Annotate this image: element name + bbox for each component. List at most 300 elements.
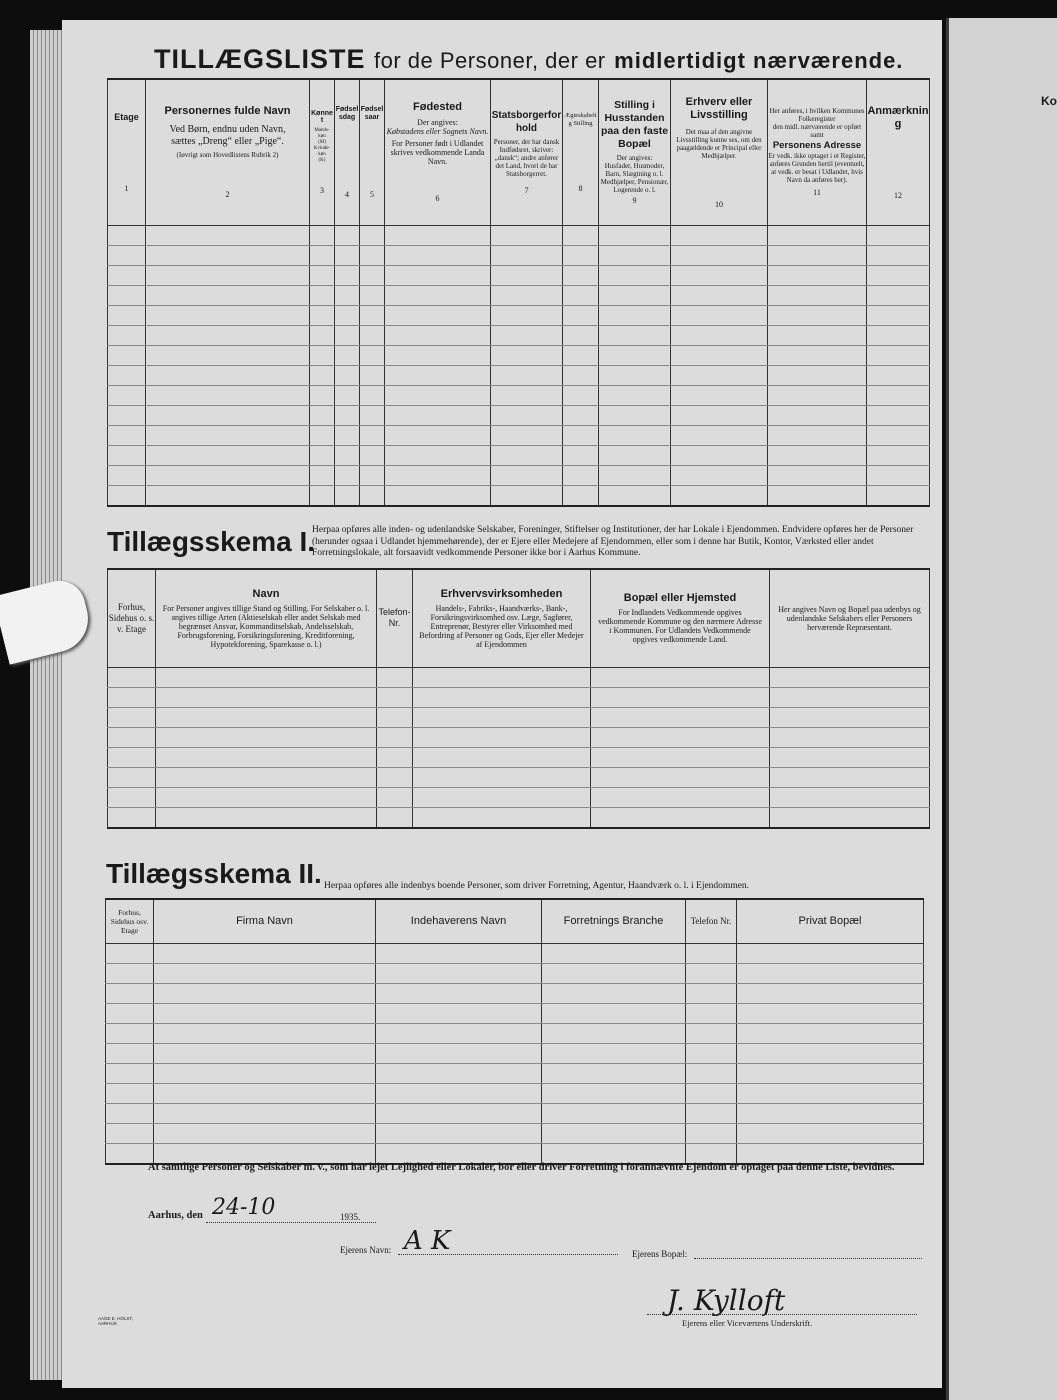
header-text: For Personer født i Udlandet skrives vedkommende Landa Navn. xyxy=(390,139,485,167)
table-cell xyxy=(335,285,360,305)
schema2-title: Tillægsskema II. xyxy=(106,858,322,889)
table-cell xyxy=(599,445,671,465)
table-cell xyxy=(770,707,930,727)
s1-col-bopael xyxy=(591,569,770,667)
table-cell xyxy=(671,285,768,305)
table-cell xyxy=(310,245,335,265)
table-cell xyxy=(385,465,491,485)
table-cell xyxy=(154,1003,376,1023)
table-cell xyxy=(491,365,563,385)
table-cell xyxy=(686,943,737,963)
table-cell xyxy=(106,943,154,963)
table-cell xyxy=(413,727,591,747)
table-cell xyxy=(310,405,335,425)
header-text: Personer, der har dansk Indfødsret, skriver: „dansk“; andre anfører det Land, hvori de har Statsborgerret. xyxy=(493,138,560,179)
header-text: Fødested xyxy=(413,101,462,114)
owner-name-label: Ejerens Navn: xyxy=(340,1245,392,1255)
header-text: 8 xyxy=(578,183,583,193)
table-cell xyxy=(385,225,491,245)
table-cell xyxy=(108,787,156,807)
table-cell xyxy=(310,285,335,305)
table-cell xyxy=(671,265,768,285)
table-cell xyxy=(686,1143,737,1164)
table-cell xyxy=(146,245,310,265)
table-cell xyxy=(108,285,146,305)
table-cell xyxy=(146,305,310,325)
table-cell xyxy=(310,325,335,345)
table-cell xyxy=(377,687,413,707)
header-text: den midl. nærværende er opført samt xyxy=(772,123,862,140)
table-cell xyxy=(376,1003,542,1023)
header-text: 11 xyxy=(813,188,821,198)
table-cell xyxy=(360,265,385,285)
table-cell xyxy=(768,265,867,285)
title-part2: midlertidigt nærværende. xyxy=(614,48,904,73)
table-cell xyxy=(686,1083,737,1103)
table-row xyxy=(106,1143,924,1164)
table-cell xyxy=(491,425,563,445)
table-cell xyxy=(413,767,591,787)
header-text: køn xyxy=(318,151,326,157)
table-cell xyxy=(310,445,335,465)
header-text: 2 xyxy=(225,190,230,200)
header-text: Erhvervsvirksomheden xyxy=(440,587,563,600)
table-cell xyxy=(108,747,156,767)
table-cell xyxy=(335,305,360,325)
table-cell xyxy=(563,425,599,445)
table-cell xyxy=(385,405,491,425)
header-text: Kønnet xyxy=(311,109,333,124)
table-cell xyxy=(563,345,599,365)
header-text: Er vedk. ikke optaget i et Register, anføres Grunden hertil (eventuelt, at vedk. er besat i Udlandet, hvis Navn da anføres her). xyxy=(768,152,866,185)
table-cell xyxy=(867,345,930,365)
table-cell xyxy=(599,385,671,405)
table-cell xyxy=(377,787,413,807)
table-cell xyxy=(768,405,867,425)
table-cell xyxy=(146,265,310,285)
table-cell xyxy=(599,265,671,285)
table-cell xyxy=(146,225,310,245)
header-text: Der angives: xyxy=(417,118,458,128)
header-text: Telefon-Nr. xyxy=(378,607,411,629)
table-cell xyxy=(310,225,335,245)
header-text: 6 xyxy=(435,194,440,204)
table-cell xyxy=(108,325,146,345)
s1-col-navn xyxy=(156,569,377,667)
footer-place: Aarhus, den xyxy=(148,1210,203,1221)
table-cell xyxy=(563,485,599,506)
table-cell xyxy=(106,1063,154,1083)
table-cell xyxy=(376,1123,542,1143)
col-etage xyxy=(108,79,146,225)
header-text: 10 xyxy=(715,199,723,209)
col-navn xyxy=(146,79,310,225)
schema1-table xyxy=(107,568,930,829)
table-row xyxy=(108,485,930,506)
table-cell xyxy=(360,425,385,445)
table-cell xyxy=(686,1103,737,1123)
table-cell xyxy=(686,983,737,1003)
schema1-body xyxy=(108,667,930,828)
table-cell xyxy=(376,1063,542,1083)
table-cell xyxy=(108,707,156,727)
table-cell xyxy=(867,305,930,325)
table-row xyxy=(106,963,924,983)
table-cell xyxy=(108,687,156,707)
table-cell xyxy=(563,285,599,305)
header-text: Erhverv eller Livsstilling xyxy=(685,95,753,121)
table-cell xyxy=(671,305,768,325)
table-cell xyxy=(671,485,768,506)
owner-address-line xyxy=(694,1242,922,1259)
table-cell xyxy=(146,285,310,305)
header-text: For Personer angives tillige Stand og Stilling. For Selskaber o. l. angives tillige Arten (Aktieselskab eller andet Selskab med begrænset Ansvar, Kommanditselskab, Andelsselskab, Forbrugsforening, Forsikringsforening, Kreditforening, Hypotekforening, Sparekasse o. l.) xyxy=(162,603,370,649)
table-cell xyxy=(491,265,563,285)
table-cell xyxy=(377,767,413,787)
table-cell xyxy=(385,265,491,285)
table-cell xyxy=(867,245,930,265)
table-cell xyxy=(156,667,377,687)
table-cell xyxy=(867,385,930,405)
table-cell xyxy=(156,807,377,828)
right-page xyxy=(946,18,1057,1400)
table-cell xyxy=(360,245,385,265)
header-text: Statsborgerforhold xyxy=(491,110,562,135)
table-cell xyxy=(376,1083,542,1103)
table-row xyxy=(108,225,930,245)
table-cell xyxy=(146,485,310,506)
table-cell xyxy=(686,1023,737,1043)
s1-col-etage xyxy=(108,569,156,667)
s1-col-telefon xyxy=(377,569,413,667)
s2-col-firma xyxy=(154,899,376,943)
table-cell xyxy=(599,345,671,365)
table-cell xyxy=(360,285,385,305)
table-cell xyxy=(413,707,591,727)
table-cell xyxy=(491,485,563,506)
table-cell xyxy=(686,1123,737,1143)
table-cell xyxy=(768,365,867,385)
table-row xyxy=(108,787,930,807)
table-cell xyxy=(385,245,491,265)
table-cell xyxy=(542,1043,686,1063)
table-row xyxy=(108,385,930,405)
header-text: Det maa af den angivne Livsstilling kunne ses, om den paagældende er Principal eller Medhjælper. xyxy=(676,127,762,160)
table-cell xyxy=(377,727,413,747)
table-cell xyxy=(491,465,563,485)
table-cell xyxy=(671,245,768,265)
table-cell xyxy=(591,667,770,687)
table-cell xyxy=(108,667,156,687)
table-cell xyxy=(563,465,599,485)
table-cell xyxy=(563,365,599,385)
header-text: Forhus, Sidehus o. s. v. Etage xyxy=(108,601,155,634)
col-aegteskabelig xyxy=(563,79,599,225)
header-text: 3 xyxy=(320,185,324,195)
table-cell xyxy=(335,425,360,445)
table-cell xyxy=(377,747,413,767)
header-text: Anmærkning xyxy=(867,104,929,130)
table-row xyxy=(108,365,930,385)
table-cell xyxy=(542,943,686,963)
table-cell xyxy=(335,465,360,485)
table-cell xyxy=(310,365,335,385)
header-text: Der angives: xyxy=(616,154,653,163)
table-cell xyxy=(599,305,671,325)
table-cell xyxy=(491,225,563,245)
header-text: Etage xyxy=(114,112,139,123)
table-cell xyxy=(376,943,542,963)
header-text: For Indlandets Vedkommende opgives vedkommende Kommune og den nærmere Adresse i Kommunen. For Udlandets Vedkommende opgives vedkommende Land. xyxy=(598,608,762,645)
s1-col-repraesentant xyxy=(770,569,930,667)
table-cell xyxy=(591,687,770,707)
col-foedested xyxy=(385,79,491,225)
header-text: Navn xyxy=(252,587,280,600)
table-row xyxy=(108,667,930,687)
header-text: Medhjælper, Pensionær, Logerende o. l. xyxy=(600,178,669,195)
table-cell xyxy=(768,325,867,345)
table-cell xyxy=(385,345,491,365)
table-cell xyxy=(591,727,770,747)
table-cell xyxy=(867,225,930,245)
table-cell xyxy=(154,1023,376,1043)
header-text: Her angives Navn og Bopæl paa udenbys og udenlandske Selskabers eller Personers herværende Repræsentant. xyxy=(778,604,921,632)
table-cell xyxy=(310,345,335,365)
schema2-body xyxy=(106,943,924,1164)
table-row xyxy=(108,445,930,465)
table-cell xyxy=(310,265,335,285)
header-text: Privat Bopæl xyxy=(798,914,862,927)
table-cell xyxy=(413,667,591,687)
table-cell xyxy=(599,425,671,445)
header-text: (Iøvrigt som Hovedlistens Rubrik 2) xyxy=(176,151,279,160)
table-cell xyxy=(146,425,310,445)
header-text: 9 xyxy=(632,196,637,206)
col-foedselsaar xyxy=(360,79,385,225)
table-cell xyxy=(377,667,413,687)
table-cell xyxy=(154,943,376,963)
table-cell xyxy=(154,1143,376,1164)
header-text: Mands- xyxy=(314,127,330,133)
table-cell xyxy=(335,325,360,345)
table-cell xyxy=(106,1043,154,1063)
table-cell xyxy=(737,1103,924,1123)
table-cell xyxy=(770,667,930,687)
table-cell xyxy=(360,385,385,405)
table-row xyxy=(108,465,930,485)
table-cell xyxy=(360,305,385,325)
table-cell xyxy=(737,1003,924,1023)
table-cell xyxy=(376,1143,542,1164)
table-row xyxy=(108,707,930,727)
table-cell xyxy=(108,767,156,787)
table-cell xyxy=(768,385,867,405)
table-cell xyxy=(360,225,385,245)
table-cell xyxy=(591,767,770,787)
table-cell xyxy=(737,1023,924,1043)
table-cell xyxy=(310,305,335,325)
table-cell xyxy=(737,943,924,963)
signature-line xyxy=(647,1298,917,1315)
schema2-text: Herpaa opføres alle indenbys boende Personer, som driver Forretning, Agentur, Haandværk o. l. i Ejendommen. xyxy=(324,881,750,891)
header-text: Ved Børn, endnu uden Navn, xyxy=(169,124,286,136)
table-cell xyxy=(108,807,156,828)
table-cell xyxy=(108,485,146,506)
table-cell xyxy=(542,1123,686,1143)
table-cell xyxy=(671,325,768,345)
table-cell xyxy=(108,727,156,747)
table-cell xyxy=(686,1003,737,1023)
header-text: Købstadens eller Sognets Navn. xyxy=(386,127,489,137)
table-cell xyxy=(671,425,768,445)
col-anmaerkning xyxy=(867,79,930,225)
table-cell xyxy=(867,425,930,445)
table-cell xyxy=(310,465,335,485)
table-cell xyxy=(770,687,930,707)
table-cell xyxy=(768,285,867,305)
table-cell xyxy=(108,425,146,445)
table-cell xyxy=(154,1063,376,1083)
header-text: 5 xyxy=(370,189,374,199)
table-cell xyxy=(310,485,335,506)
table-cell xyxy=(491,285,563,305)
table-cell xyxy=(591,747,770,767)
table-cell xyxy=(770,807,930,828)
table-cell xyxy=(154,1103,376,1123)
schema1-text: Herpaa opføres alle inden- og udenlandske Selskaber, Foreninger, Stiftelser og Institutioner, der har Lokale i Ejendommen. Endvidere opføres her de Personer (herunder ogsaa i Udlandet hjemmehørende), der er Ejere eller Medejere af Ejendommen, eller som i denne har Butik, Kontor, Værksted eller andet Forretningslokale, alt forsaavidt vedkommende Personer ikke bor i Aarhus Kommune. xyxy=(312,525,914,558)
table-cell xyxy=(108,445,146,465)
table-row xyxy=(108,325,930,345)
table-cell xyxy=(156,787,377,807)
table-cell xyxy=(108,265,146,285)
table-row xyxy=(106,943,924,963)
table-cell xyxy=(385,305,491,325)
table-row xyxy=(106,983,924,1003)
table-cell xyxy=(385,485,491,506)
signature-label: Ejerens eller Viceværtens Underskrift. xyxy=(682,1318,813,1328)
table-cell xyxy=(106,1123,154,1143)
table-cell xyxy=(310,385,335,405)
s2-col-indehaver xyxy=(376,899,542,943)
right-page-fragment: Ko xyxy=(1041,94,1057,108)
header-text: Handels-, Fabriks-, Haandværks-, Bank-, Forsikringsvirksomhed osv. Læge, Sagfører, Entreprenør, Bestyrer eller Virksomhed med Befordring af Personer og Gods, Ejer eller Medejer af Ejendommen xyxy=(419,603,584,649)
table-cell xyxy=(146,345,310,365)
s2-col-etage xyxy=(106,899,154,943)
table-cell xyxy=(563,265,599,285)
table-cell xyxy=(563,225,599,245)
header-text: Ægteskabelig Stilling xyxy=(564,111,597,127)
header-text: Forhus, Sidehus osv. Etage xyxy=(110,907,149,935)
schema2-table xyxy=(105,898,924,1165)
table-cell xyxy=(108,465,146,485)
table-cell xyxy=(737,1123,924,1143)
table-cell xyxy=(867,405,930,425)
table-cell xyxy=(867,365,930,385)
table-cell xyxy=(491,305,563,325)
title-main: TILLÆGSLISTE xyxy=(154,44,366,74)
table-cell xyxy=(360,405,385,425)
header-text: Husfader, Husmoder, Barn, Slægtning o. l. xyxy=(604,162,665,179)
header-text: 1 xyxy=(124,184,129,194)
table-cell xyxy=(377,707,413,727)
table-cell xyxy=(376,1023,542,1043)
table-cell xyxy=(154,963,376,983)
table-cell xyxy=(686,1063,737,1083)
date-handwritten: 24-10 xyxy=(212,1195,276,1220)
table-cell xyxy=(599,465,671,485)
table-cell xyxy=(335,265,360,285)
table-cell xyxy=(146,365,310,385)
table-cell xyxy=(108,305,146,325)
table-cell xyxy=(335,445,360,465)
table-cell xyxy=(385,445,491,465)
table-cell xyxy=(335,485,360,506)
table-cell xyxy=(376,963,542,983)
table-cell xyxy=(413,687,591,707)
table-cell xyxy=(542,1103,686,1123)
table-cell xyxy=(335,365,360,385)
table-cell xyxy=(108,245,146,265)
table-cell xyxy=(563,305,599,325)
header-text: Firma Navn xyxy=(236,914,293,927)
header-text: (M) xyxy=(318,139,326,145)
signature-handwritten: J. Kylloft xyxy=(667,1284,786,1317)
table-cell xyxy=(591,807,770,828)
table-row xyxy=(108,767,930,787)
header-text: Stilling i Husstanden paa den faste Bopæl xyxy=(600,99,669,151)
owner-address-label: Ejerens Bopæl: xyxy=(632,1249,688,1259)
table-cell xyxy=(770,747,930,767)
table-row xyxy=(106,1023,924,1043)
table-cell xyxy=(360,465,385,485)
header-text: sættes „Dreng“ eller „Pige“. xyxy=(171,136,284,148)
footer-year: 1935. xyxy=(340,1212,361,1222)
table-cell xyxy=(542,1003,686,1023)
col-foedselsdag xyxy=(335,79,360,225)
table-row xyxy=(106,1063,924,1083)
table-cell xyxy=(376,1103,542,1123)
table-cell xyxy=(154,1123,376,1143)
header-text: 12 xyxy=(894,190,902,200)
table-cell xyxy=(360,445,385,465)
table-cell xyxy=(591,707,770,727)
table-cell xyxy=(770,767,930,787)
table-row xyxy=(108,265,930,285)
table-cell xyxy=(770,727,930,747)
table-cell xyxy=(360,485,385,506)
table-cell xyxy=(335,385,360,405)
title-part1: for de Personer, der er xyxy=(374,48,606,73)
tillaegsliste-table xyxy=(107,78,930,507)
table-cell xyxy=(867,265,930,285)
table-cell xyxy=(599,245,671,265)
table-cell xyxy=(377,807,413,828)
table-cell xyxy=(768,485,867,506)
table-cell xyxy=(154,1043,376,1063)
table-cell xyxy=(867,285,930,305)
table-cell xyxy=(737,1143,924,1164)
table-cell xyxy=(108,385,146,405)
header-text: Indehaverens Navn xyxy=(410,914,507,927)
table-cell xyxy=(156,727,377,747)
table-cell xyxy=(376,983,542,1003)
table-cell xyxy=(413,787,591,807)
table-cell xyxy=(156,767,377,787)
header-text: Her anføres, i hvilken Kommunes Folkeregister xyxy=(769,107,865,124)
table-row xyxy=(108,727,930,747)
table-cell xyxy=(671,465,768,485)
table1-body xyxy=(108,225,930,506)
